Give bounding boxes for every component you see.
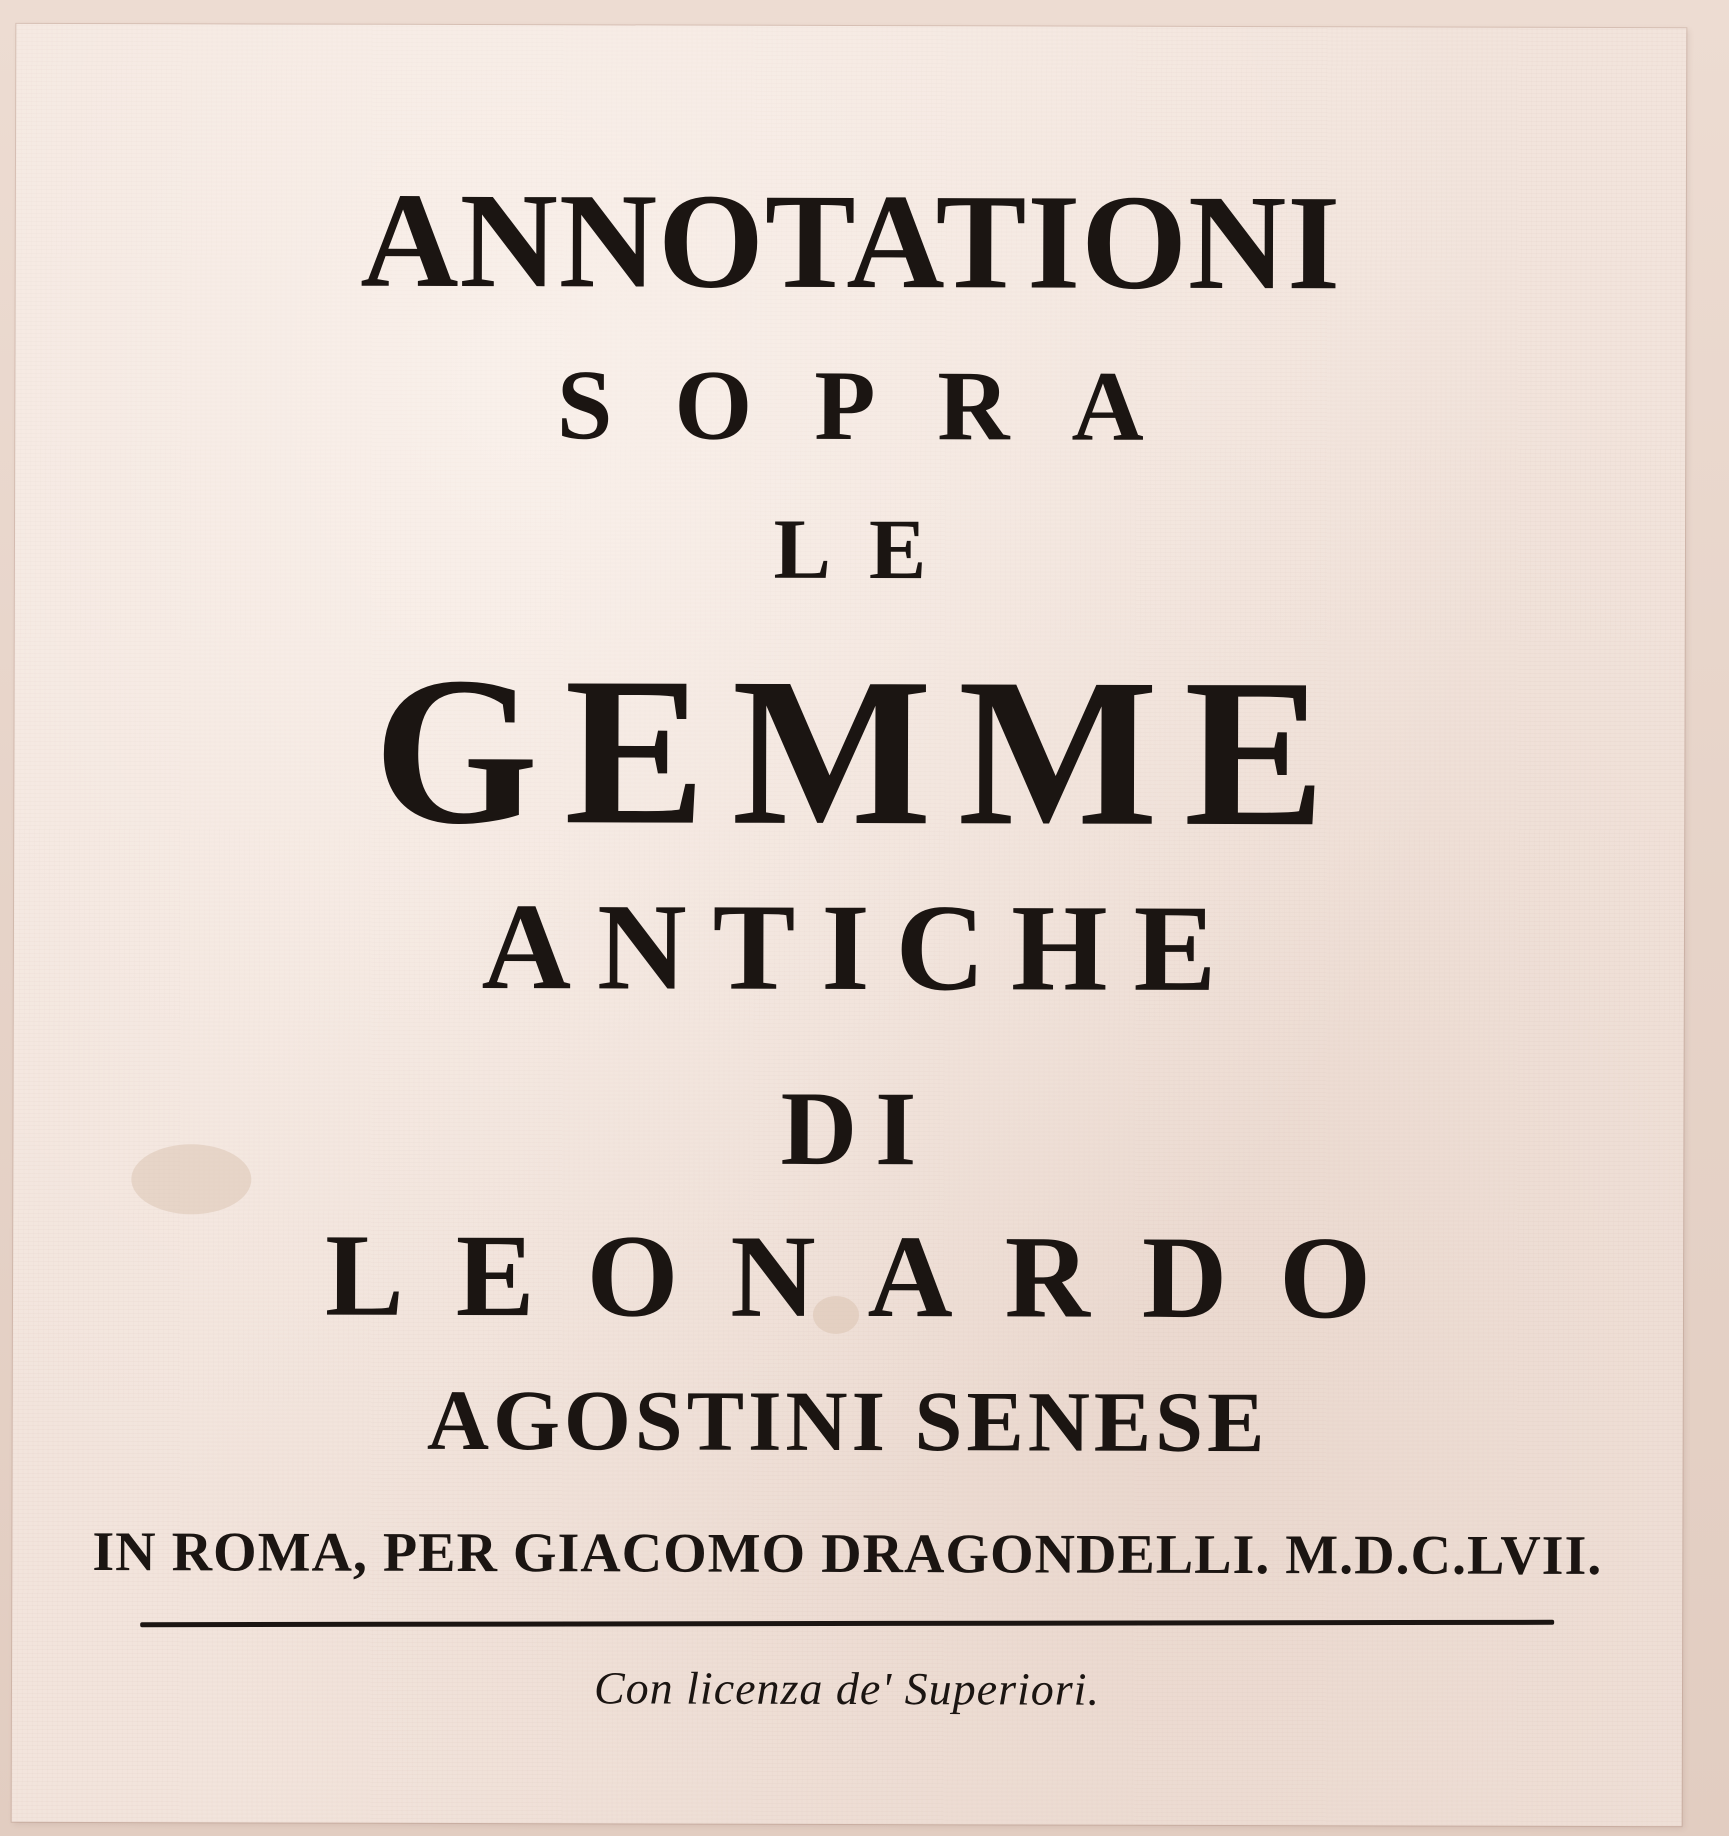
title-word-sopra: SOPRA [556,349,1206,462]
title-word-antiche: ANTICHE [481,878,1243,1018]
title-word-gemme: GEMME [373,632,1352,871]
horizontal-rule [140,1620,1554,1627]
imprint-line: IN ROMA, PER GIACOMO DRAGONDELLI. M.D.C.LVII. [92,1521,1603,1587]
title-word-le: LE [773,500,965,598]
license-line: Con licenza de' Superiori. [593,1662,1101,1715]
title-word-di: DI [780,1069,935,1188]
title-word-annotationi: ANNOTATIONI [360,165,1342,319]
title-page-sheet [12,24,1687,1826]
author-first-name: LEONARDO [324,1209,1424,1344]
author-surname: AGOSTINI SENESE [426,1371,1269,1471]
